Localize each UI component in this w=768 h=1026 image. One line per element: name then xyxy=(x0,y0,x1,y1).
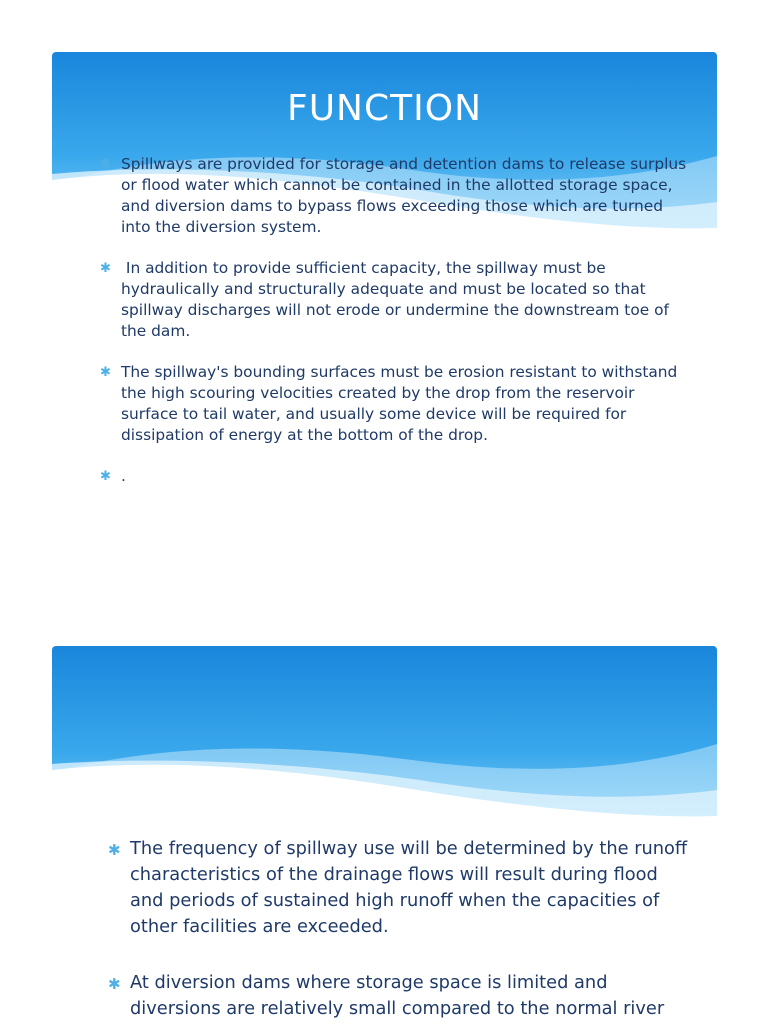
slide-2 xyxy=(52,646,717,1026)
slide-2-header-banner xyxy=(52,646,717,826)
list-item xyxy=(52,362,692,446)
wave-background xyxy=(52,646,717,826)
list-item xyxy=(52,154,692,238)
asterisk-bullet-icon: ✱ xyxy=(100,157,111,172)
bullet-text: In addition to provide sufficient capacity, the spillway must be hydraulically and structurally adequate and must be located so that spillway discharges will not erode or undermine the downstream toe of the dam. xyxy=(121,259,674,340)
list-item xyxy=(52,258,692,342)
asterisk-bullet-icon: ✱ xyxy=(100,261,111,276)
list-item xyxy=(52,970,692,1022)
bullet-text: The spillway's bounding surfaces must be erosion resistant to withstand the high scouring velocities created by the drop from the reservoir surface to tail water, and usually some device will be required for dissipation of energy at the bottom of the drop. xyxy=(121,363,678,444)
list-item xyxy=(52,466,692,487)
asterisk-bullet-icon: ✱ xyxy=(100,365,111,380)
asterisk-bullet-icon: ✱ xyxy=(108,841,121,859)
bullet-text: At diversion dams where storage space is limited and diversions are relatively small compared to the normal river xyxy=(130,972,665,1019)
bullet-text: Spillways are provided for storage and detention dams to release surplus or flood water which cannot be contained in the allotted storage space, and diversion dams to bypass flows exceeding those which are turned into the diversion system. xyxy=(121,155,687,236)
asterisk-bullet-icon: ✱ xyxy=(108,975,121,993)
bullet-list xyxy=(52,154,692,507)
slide-1 xyxy=(52,52,717,560)
list-item xyxy=(52,836,692,940)
slide-title: FUNCTION xyxy=(287,88,482,129)
asterisk-bullet-icon: ✱ xyxy=(100,469,111,484)
bullet-text: . xyxy=(121,467,126,485)
bullet-text: The frequency of spillway use will be determined by the runoff characteristics of the drainage flows will result during flood and periods of sustained high runoff when the capacities of other facilities are exceeded. xyxy=(130,838,688,937)
bullet-list xyxy=(52,836,692,1026)
